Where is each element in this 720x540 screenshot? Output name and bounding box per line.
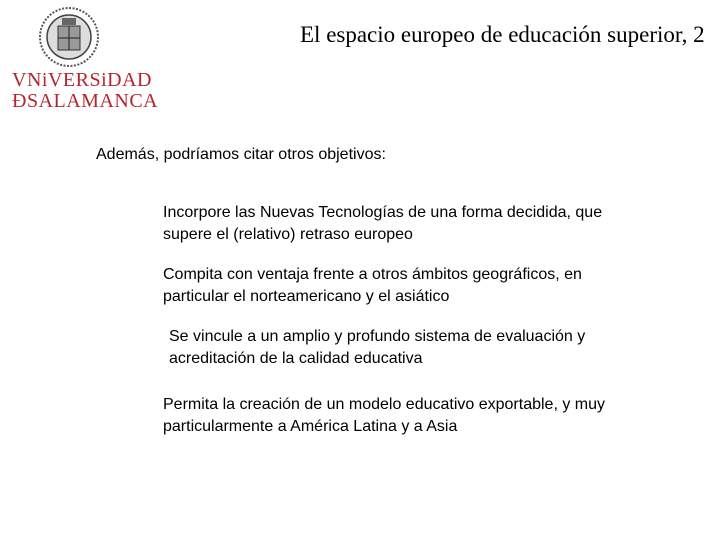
university-logo-text: [12, 69, 159, 112]
objective-line: particular el norteamericano y el asiático: [163, 288, 450, 305]
university-seal-icon: [38, 6, 100, 68]
objective-line: Se vincule a un amplio y profundo sistema de evaluación y: [169, 328, 586, 345]
logo-line-1: VNiVERSiDAD: [12, 69, 152, 91]
objective-line: particularmente a América Latina y a Asia: [163, 418, 458, 435]
objective-line: supere el (relativo) retraso europeo: [163, 226, 413, 243]
slide-title: El espacio europeo de educación superior, 2: [300, 22, 705, 47]
objective-line: Permita la creación de un modelo educativo exportable, y muy: [163, 396, 606, 413]
objective-item: [163, 264, 648, 308]
objective-line: acreditación de la calidad educativa: [169, 350, 423, 367]
intro-text: Además, podríamos citar otros objetivos:: [96, 146, 386, 163]
objective-item: [163, 202, 658, 246]
logo-line-2: ÐSALAMANCA: [12, 90, 159, 112]
objective-item: [169, 326, 655, 370]
objective-line: Incorpore las Nuevas Tecnologías de una forma decidida, que: [163, 204, 603, 221]
objective-line: Compita con ventaja frente a otros ámbitos geográficos, en: [163, 266, 582, 283]
objective-item: [163, 394, 663, 438]
